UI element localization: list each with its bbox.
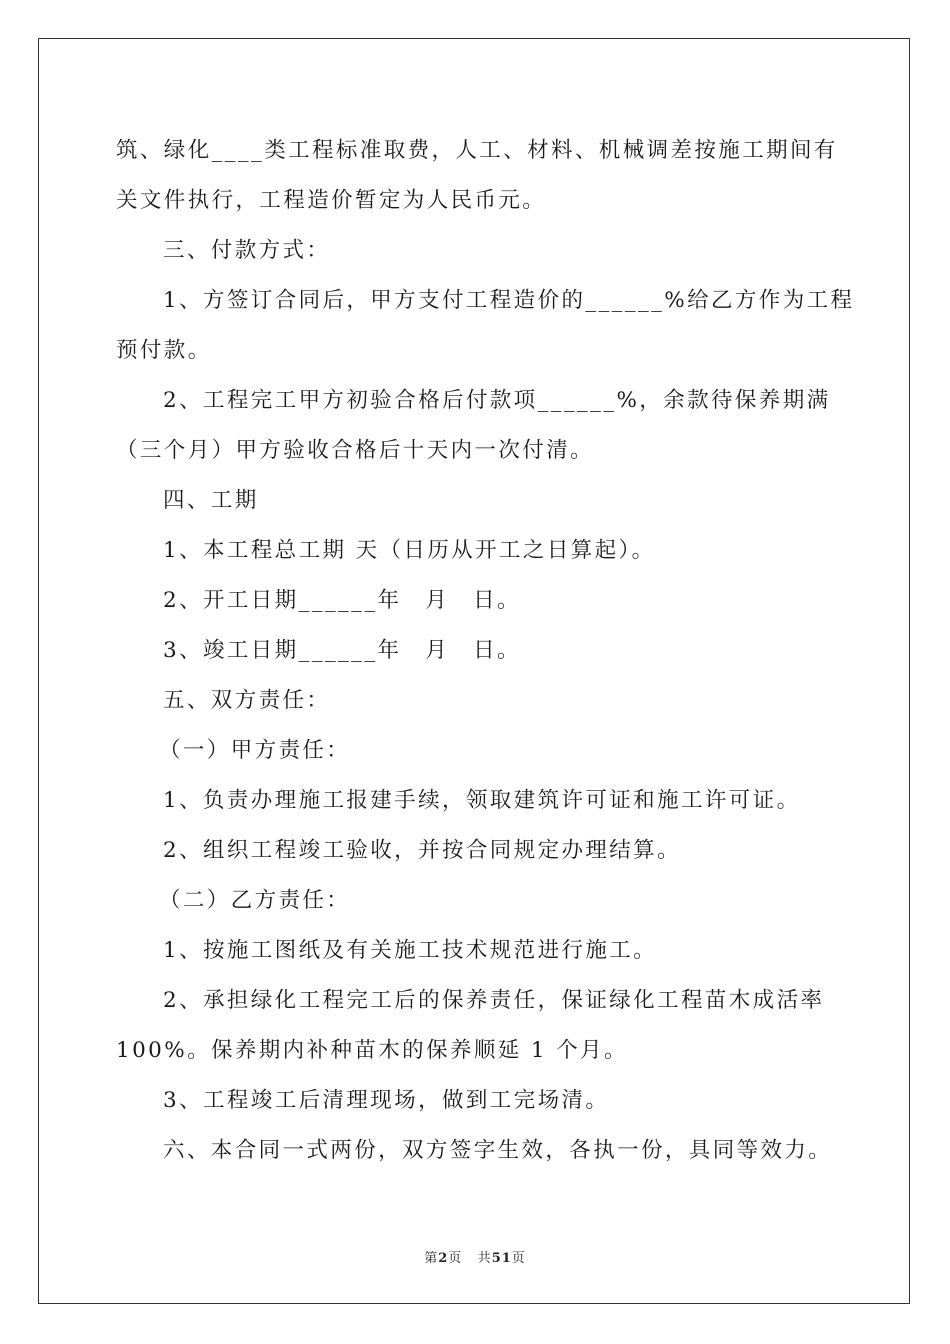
paragraph-line: （三个月）甲方验收合格后十天内一次付清。 [116, 438, 595, 463]
paragraph-line: 3、工程竣工后清理现场，做到工完场清。 [163, 1088, 610, 1113]
paragraph-line: 筑、绿化____类工程标准取费，人工、材料、机械调差按施工期间有 [116, 138, 838, 163]
page-number: 2 [438, 1251, 449, 1266]
section-heading-payment: 三、付款方式： [163, 238, 331, 263]
page-prefix: 第 [424, 1251, 439, 1266]
paragraph-line: 2、开工日期______年 月 日。 [163, 588, 521, 613]
paragraph-line: 1、按施工图纸及有关施工技术规范进行施工。 [163, 938, 658, 963]
page-suffix: 页 [448, 1251, 463, 1266]
section-heading-schedule: 四、工期 [163, 488, 259, 513]
paragraph-line: 2、承担绿化工程完工后的保养责任，保证绿化工程苗木成活率 [163, 988, 825, 1013]
paragraph-line: 100%。保养期内补种苗木的保养顺延 1 个月。 [116, 1038, 628, 1063]
section-heading-responsibilities: 五、双方责任： [163, 688, 331, 713]
section-heading-copies: 六、本合同一式两份，双方签字生效，各执一份，具同等效力。 [163, 1138, 833, 1163]
paragraph-line: 关文件执行，工程造价暂定为人民币元。 [116, 188, 547, 213]
document-body [116, 126, 855, 1176]
subsection-heading-party-a: （一）甲方责任： [159, 738, 351, 763]
total-prefix: 共 [477, 1251, 492, 1266]
paragraph-line: 3、竣工日期______年 月 日。 [163, 638, 521, 663]
paragraph-line: 预付款。 [116, 338, 212, 363]
page-footer [0, 1247, 950, 1266]
paragraph-line: 1、本工程总工期 天（日历从开工之日算起）。 [163, 538, 656, 563]
total-suffix: 页 [511, 1251, 526, 1266]
paragraph-line: 2、组织工程竣工验收，并按合同规定办理结算。 [163, 838, 681, 863]
paragraph-line: 2、工程完工甲方初验合格后付款项______%，余款待保养期满 [163, 388, 831, 413]
subsection-heading-party-b: （二）乙方责任： [159, 888, 351, 913]
paragraph-line: 1、方签订合同后，甲方支付工程造价的______%给乙方作为工程 [163, 288, 855, 313]
paragraph-line: 1、负责办理施工报建手续，领取建筑许可证和施工许可证。 [163, 788, 801, 813]
total-pages: 51 [491, 1251, 512, 1266]
